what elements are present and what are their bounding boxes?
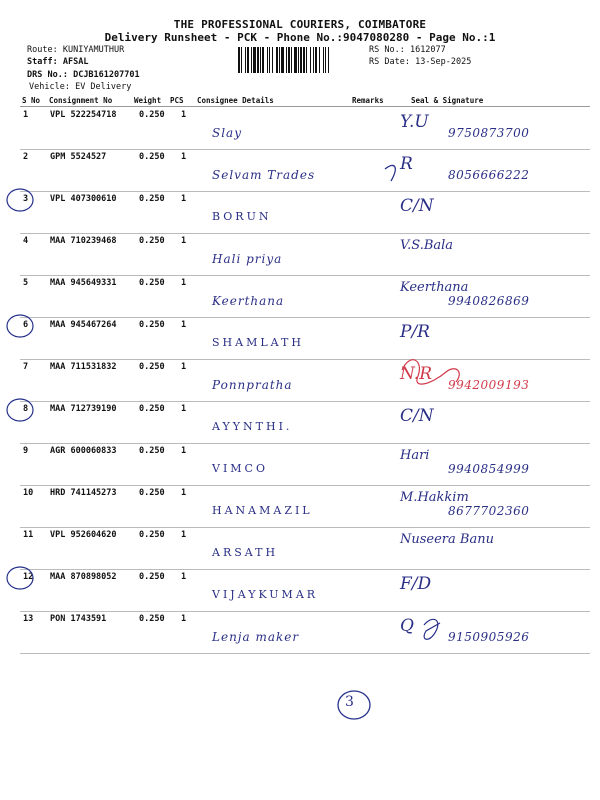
circle-mark-row-3 xyxy=(7,189,33,211)
drs-label: DRS No.: xyxy=(27,70,68,80)
row-consignment-no: GPM 5524527 xyxy=(50,152,107,162)
row-sno: 10 xyxy=(23,488,34,498)
row-phone-handwriting: 9940826869 xyxy=(448,294,530,308)
row-sno: 8 xyxy=(23,404,29,414)
row-pcs: 1 xyxy=(181,278,187,288)
row-pcs: 1 xyxy=(181,110,187,120)
row-sno: 12 xyxy=(23,572,34,582)
row-sno: 5 xyxy=(23,278,29,288)
row-weight: 0.250 xyxy=(139,572,165,582)
col-remarks: Remarks xyxy=(352,96,384,105)
row-consignee-handwriting: SHAMLATH xyxy=(212,336,304,349)
vehicle-value: EV Delivery xyxy=(75,82,132,92)
rs-no-label: RS No.: xyxy=(369,45,405,55)
row-phone-handwriting: 9150905926 xyxy=(448,630,530,644)
rs-no-value: 1612077 xyxy=(409,45,446,55)
row-consignee-handwriting: VIMCO xyxy=(212,462,268,475)
row-consignment-no: VPL 522254718 xyxy=(50,110,117,120)
row-sno: 13 xyxy=(23,614,34,624)
row-consignment-no: AGR 600060833 xyxy=(50,446,117,456)
row-weight: 0.250 xyxy=(139,404,165,414)
row-weight: 0.250 xyxy=(139,236,165,246)
row-weight: 0.250 xyxy=(139,488,165,498)
row-phone-handwriting: 8677702360 xyxy=(448,504,530,518)
row-pcs: 1 xyxy=(181,530,187,540)
row-consignee-handwriting: BORUN xyxy=(212,210,272,223)
col-seal-signature: Seal & Signature xyxy=(411,96,484,105)
circle-mark-row-8 xyxy=(7,399,33,421)
row-consignment-no: VPL 952604620 xyxy=(50,530,117,540)
row-consignment-no: MAA 945649331 xyxy=(50,278,117,288)
row-weight: 0.250 xyxy=(139,446,165,456)
row-pcs: 1 xyxy=(181,614,187,624)
row-sno: 6 xyxy=(23,320,29,330)
row-phone-handwriting: 9750873700 xyxy=(448,126,530,140)
row-consignment-no: MAA 870898052 xyxy=(50,572,117,582)
row-seal-signature: Y.U xyxy=(400,112,429,132)
row-consignment-no: MAA 711531832 xyxy=(50,362,117,372)
row-sno: 11 xyxy=(23,530,34,540)
row-consignee-handwriting: Hali priya xyxy=(212,252,283,266)
row-consignee-handwriting: VIJAYKUMAR xyxy=(212,588,319,601)
row-consignee-handwriting: ARSATH xyxy=(212,546,279,559)
row-pcs: 1 xyxy=(181,446,187,456)
route-label: Route: xyxy=(27,45,58,55)
row-seal-signature: Q xyxy=(400,616,414,636)
row-seal-signature: Hari xyxy=(400,448,430,463)
page-mark: 3 xyxy=(345,694,354,710)
row-phone-handwriting: 8056666222 xyxy=(448,168,530,182)
row-sno: 7 xyxy=(23,362,29,372)
row-seal-signature: R xyxy=(400,154,413,174)
row-weight: 0.250 xyxy=(139,362,165,372)
row-pcs: 1 xyxy=(181,320,187,330)
row-pcs: 1 xyxy=(181,404,187,414)
circle-mark-row-6 xyxy=(7,315,33,337)
row-consignee-handwriting: HANAMAZIL xyxy=(212,504,313,517)
row-consignee-handwriting: Ponnpratha xyxy=(212,378,293,392)
row-consignment-no: MAA 712739190 xyxy=(50,404,117,414)
row-pcs: 1 xyxy=(181,488,187,498)
signature-scribble-7 xyxy=(402,360,459,384)
staff-value: AFSAL xyxy=(62,57,89,67)
row-consignment-no: MAA 710239468 xyxy=(50,236,117,246)
row-seal-signature: C/N xyxy=(400,196,434,216)
col-weight: Weight xyxy=(134,96,162,105)
staff-label: Staff: xyxy=(27,57,58,67)
row-consignee-handwriting: AYYNTHI. xyxy=(212,420,293,433)
row-sno: 4 xyxy=(23,236,29,246)
row-sno: 9 xyxy=(23,446,29,456)
row-pcs: 1 xyxy=(181,362,187,372)
row-pcs: 1 xyxy=(181,194,187,204)
row-consignment-no: PON 1743591 xyxy=(50,614,107,624)
row-weight: 0.250 xyxy=(139,152,165,162)
rs-date-value: 13-Sep-2025 xyxy=(415,57,472,67)
route-value: KUNIYAMUTHUR xyxy=(62,45,125,55)
col-pcs: PCS xyxy=(170,96,184,105)
row-consignment-no: VPL 407300610 xyxy=(50,194,117,204)
row-phone-handwriting: 9942009193 xyxy=(448,378,530,392)
row-consignment-no: MAA 945467264 xyxy=(50,320,117,330)
row-consignee-handwriting: Keerthana xyxy=(212,294,285,308)
company-title: THE PROFESSIONAL COURIERS, COIMBATORE xyxy=(173,18,427,31)
row-sno: 1 xyxy=(23,110,29,120)
row-weight: 0.250 xyxy=(139,320,165,330)
row-pcs: 1 xyxy=(181,152,187,162)
row-seal-signature: P/R xyxy=(400,322,430,342)
row-consignee-handwriting: Lenja maker xyxy=(212,630,300,644)
row-seal-signature: C/N xyxy=(400,406,434,426)
rs-date-label: RS Date: xyxy=(369,57,410,67)
row-pcs: 1 xyxy=(181,236,187,246)
drs-value: DCJB161207701 xyxy=(73,70,140,80)
row-weight: 0.250 xyxy=(139,530,165,540)
signature-scribble-13 xyxy=(424,619,440,639)
col-sno: S No xyxy=(22,96,41,105)
row-seal-signature: Nuseera Banu xyxy=(400,532,494,547)
circle-mark-row-12 xyxy=(7,567,33,589)
row-weight: 0.250 xyxy=(139,110,165,120)
row-consignee-handwriting: Slay xyxy=(212,126,242,140)
row-consignment-no: HRD 741145273 xyxy=(50,488,117,498)
row-seal-signature: V.S.Bala xyxy=(400,238,454,253)
row-seal-signature: Keerthana xyxy=(400,280,469,295)
col-consignee: Consignee Details xyxy=(197,96,274,105)
row-pcs: 1 xyxy=(181,572,187,582)
col-consignment: Consignment No xyxy=(49,96,113,105)
row-sno: 3 xyxy=(23,194,29,204)
row-sno: 2 xyxy=(23,152,29,162)
vehicle-label: Vehicle: xyxy=(29,82,70,92)
runsheet-subtitle: Delivery Runsheet - PCK - Phone No.:9047080280 - Page No.:1 xyxy=(104,31,496,44)
row-consignee-handwriting: Selvam Trades xyxy=(212,168,316,182)
page-mark-circle xyxy=(338,691,370,719)
row-seal-signature: N.R xyxy=(400,364,432,384)
row-weight: 0.250 xyxy=(139,614,165,624)
row-seal-signature: F/D xyxy=(400,574,432,594)
row-phone-handwriting: 9940854999 xyxy=(448,462,530,476)
signature-scribble-2 xyxy=(385,165,395,181)
row-seal-signature: M.Hakkim xyxy=(400,490,469,505)
row-weight: 0.250 xyxy=(139,194,165,204)
row-weight: 0.250 xyxy=(139,278,165,288)
